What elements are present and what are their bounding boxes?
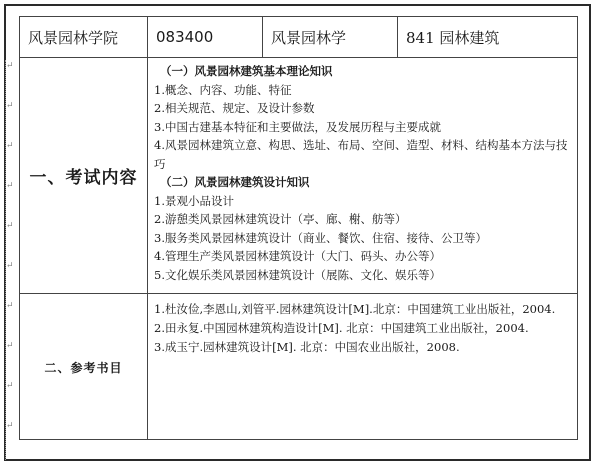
exam-content-label-cell [20,58,148,294]
major-cell: 风景园林学 [263,17,398,58]
references-label: 二、参考书目 [44,361,123,375]
return-mark-icon: ↵ [6,341,14,351]
reference-item: 3.成玉宁.园林建筑设计[M]. 北京：中国农业出版社，2008. [154,340,460,354]
list-item: 3.中国古建基本特征和主要做法，及发展历程与主要成就 [154,119,441,134]
return-mark-icon: ↵ [6,301,14,311]
margin-marks [5,60,16,460]
reference-item: 1.杜汝俭,李恩山,刘管平.园林建筑设计[M].北京：中国建筑工业出版社，2004. [154,302,556,316]
list-item: 2.相关规范、规定、及设计参数 [154,101,315,115]
return-mark-icon: ↵ [6,261,14,271]
references-row [20,294,578,440]
references-cell [148,294,578,440]
return-mark-icon: ↵ [6,61,14,71]
list-item: 1.景观小品设计 [154,193,234,208]
list-item: 2.游憩类风景园林建筑设计（亭、廊、榭、舫等） [154,212,407,226]
return-mark-icon: ↵ [6,181,14,191]
return-mark-icon: ↵ [6,381,14,391]
exam-content-cell [148,58,578,294]
list-item: 1.概念、内容、功能、特征 [154,82,292,97]
reference-item: 2.田永复.中国园林建筑构造设计[M]. 北京：中国建筑工业出版社，2004. [154,321,529,335]
section-heading: （一）风景园林建筑基本理论知识 [160,64,333,78]
code-cell: 083400 [148,17,263,58]
header-row [20,17,578,58]
section-heading: （二）风景园林建筑设计知识 [160,175,310,189]
exam-content-label: 一、考试内容 [29,168,138,188]
list-item: 3.服务类风景园林建筑设计（商业、餐饮、住宿、接待、公卫等） [154,230,487,245]
return-mark-icon: ↵ [6,101,14,111]
exam-content-row [20,58,578,294]
return-mark-icon: ↵ [6,421,14,431]
college-cell: 风景园林学院 [20,17,148,58]
references-label-cell [20,294,148,440]
list-item: 4.管理生产类风景园林建筑设计（大门、码头、办公等） [154,249,441,263]
return-mark-icon: ↵ [6,141,14,151]
exam-syllabus-table [19,16,578,440]
list-item: 4.风景园林建筑立意、构思、选址、布局、空间、造型、材料、结构基本方法与技巧 [154,138,568,171]
return-mark-icon: ↵ [6,221,14,231]
list-item: 5.文化娱乐类风景园林建筑设计（展陈、文化、娱乐等） [154,267,441,282]
exam-subject-cell: 841 园林建筑 [398,17,578,58]
